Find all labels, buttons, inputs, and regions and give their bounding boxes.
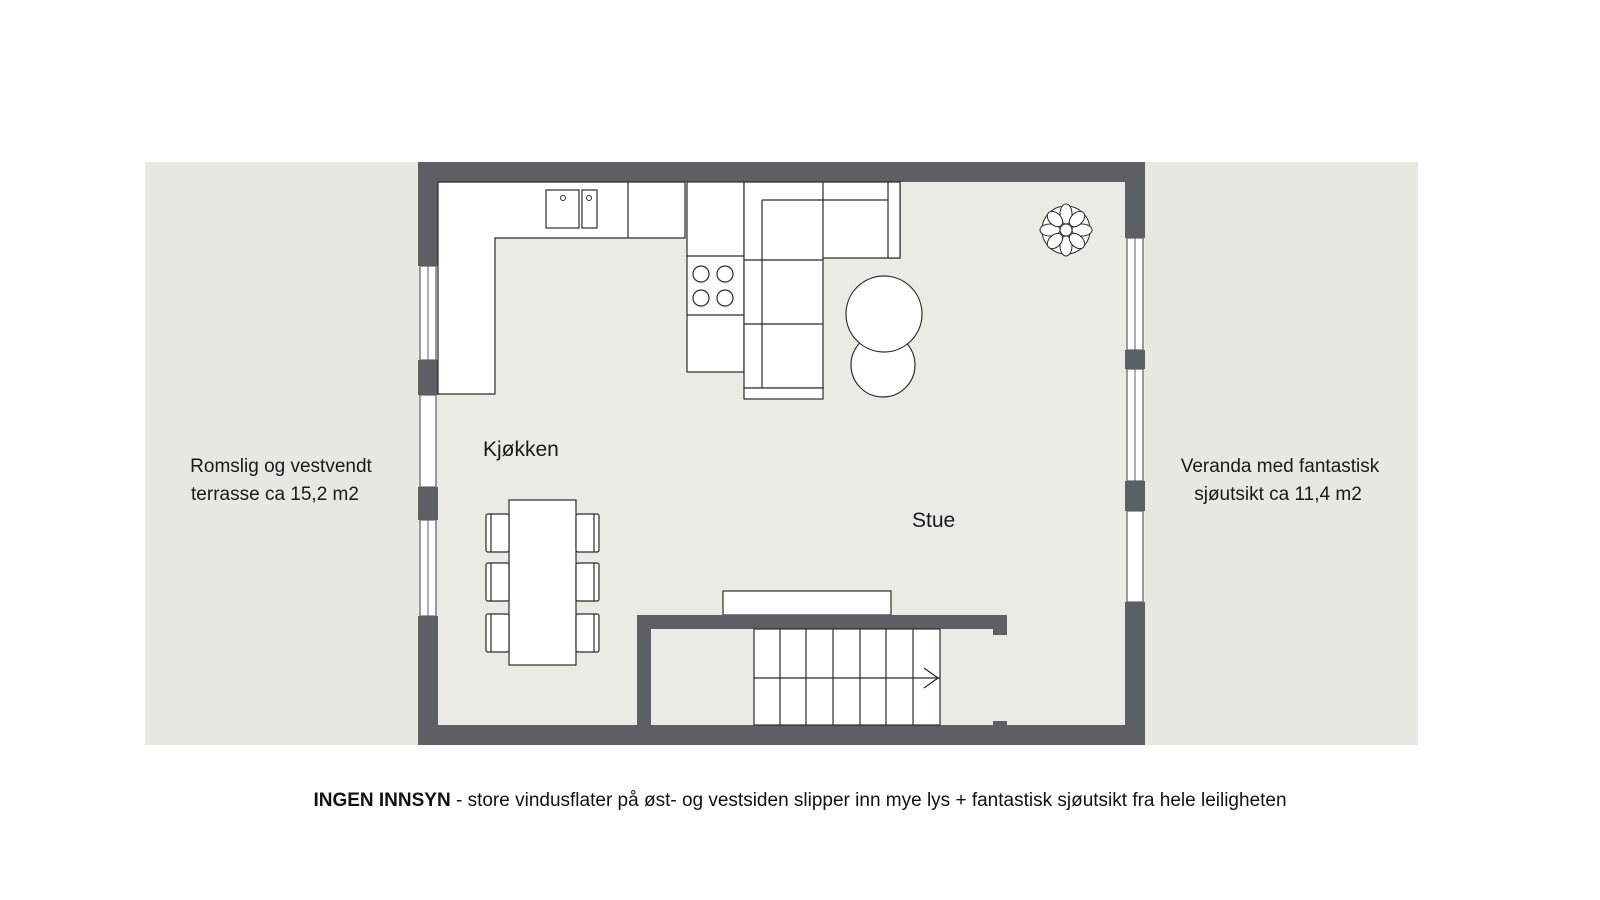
east-veranda-label-line2: sjøutsikt ca 11,4 m2 [1194,484,1362,505]
kitchen-label: Kjøkken [483,438,559,461]
tv-bench [723,591,891,615]
west-terrace-label-line2: terrasse ca 15,2 m2 [191,484,359,505]
west-terrace [145,162,418,745]
kitchen-island [687,182,744,372]
caption-bold: INGEN INNSYN [313,790,451,811]
caption-text: - store vindusflater på øst- og vestsiden slipper inn mye lys + fantastisk sjøutsikt fra hele leiligheten [450,790,1287,811]
plan-caption [0,790,1600,812]
window-east-3 [1127,511,1143,602]
window-west-2 [420,395,436,487]
sink-icon [546,190,597,228]
dining-table [509,500,576,665]
staircase [754,629,940,725]
living-room-label: Stue [912,509,956,532]
east-veranda [1145,162,1418,745]
east-veranda-label-line1: Veranda med fantastisk [1180,456,1380,477]
west-terrace-label-line1: Romslig og vestvendt [190,456,372,477]
round-tables [846,276,922,397]
